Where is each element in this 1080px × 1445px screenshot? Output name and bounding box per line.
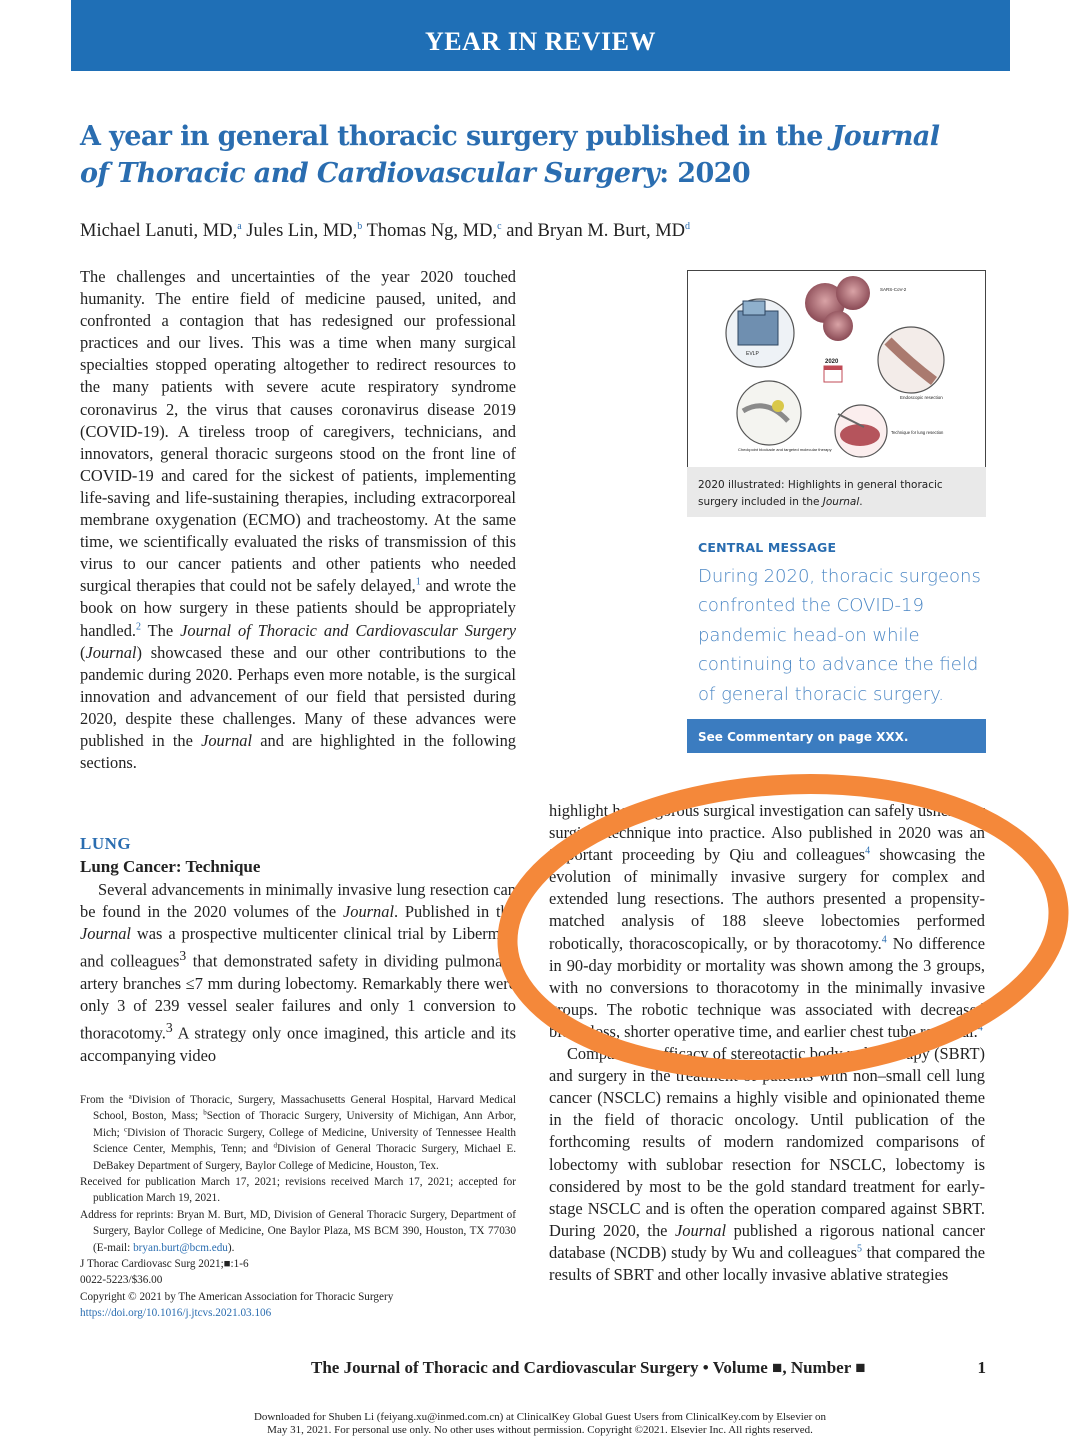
copyright-line: Copyright © 2021 by The American Association for Thoracic Surgery <box>80 1290 394 1303</box>
lung-paragraph: Several advancements in minimally invasive lung resection can be found in the 2020 volumes of the Journal. Published in the Journal was a prospective multicenter clinical trial by Liberman and colleagues$^3$ that demonstrated safety in dividing pulmonary artery branches ≤7 mm during lobectomy. Remarkably there were only 3 of 239 vessel sealer failures and only 1 conversion to thoracotomy.$^3$ A strategy only once imagined, this article and its accompanying video <box>80 880 517 1065</box>
central-message-text: During 2020, thoracic surgeons confronted the COVID-19 pandemic head-on while continuing to advance the field of general thoracic surgery. <box>698 566 981 705</box>
section-heading-lung: LUNG <box>80 834 132 853</box>
download-notice <box>150 1411 930 1436</box>
intro-paragraph: The challenges and uncertainties of the year 2020 touched humanity. The entire field of medicine paused, united, and confronted a contagion that has redesigned our professional practices and our lives. This was a time when many surgical specialties stopped operating altogether to redirect resources to the many patients with severe acute respiratory syndrome coronavirus 2, the virus that causes coronavirus disease 2019 (COVID-19). A tireless troop of caregivers, technicians, and innovators, general thoracic surgeons stood on the front line of COVID-19 and cared for the sickest of patients, implementing life-saving and life-sustaining therapies, including extracorporeal membrane oxygenation (ECMO) and tracheostomy. At the same time, we scientifically evaluated the risks of transmission of this virus to our cancer patients and other patients who needed surgical therapies that could not be safely delayed,$^1$ and wrote the book on how surgery in these patients should be appropriately handled.$^2$ The Journal of Thoracic and Cardiovascular Surgery (Journal) showcased these and our other contributions to the pandemic during 2020. Perhaps even more notable, is the surgical innovation and advancement of our field that persisted during 2020, despite these challenges. Many of these advances were published in the Journal and are highlighted in the following sections. <box>80 267 516 773</box>
see-commentary-link[interactable]: See Commentary on page XXX. <box>687 719 986 753</box>
figure-illustration <box>688 271 985 467</box>
virus-icon <box>823 311 853 341</box>
label-evlp: EVLP <box>746 351 759 357</box>
evlp-lid <box>743 301 765 315</box>
citation-link[interactable]: 4 <box>977 1022 983 1034</box>
download-notice-line1: Downloaded for Shuben Li (feiyang.xu@inmed.com.cn) at ClinicalKey Global Guest Users from ClinicalKey.com by Elsevier on <box>253 1411 827 1423</box>
figure-caption: 2020 illustrated: Highlights in general thoracic surgery included in the Journal. <box>687 467 986 517</box>
checkpoint-circle <box>737 381 801 445</box>
graphical-abstract-figure <box>687 270 986 468</box>
evlp-device <box>738 311 778 345</box>
citation-link[interactable]: 3 <box>179 948 187 964</box>
citation-link[interactable]: 4 <box>865 845 871 857</box>
article-title: A year in general thoracic surgery published in the Journal of Thoracic and Cardiovascular Surgery: 2020 <box>80 121 940 189</box>
label-year: 2020 <box>825 359 839 365</box>
page-number: 1 <box>977 1358 986 1377</box>
journal-citation: J Thorac Cardiovasc Surg 2021;■:1-6 <box>80 1258 249 1271</box>
label-sars: SARS-CoV-2 <box>880 287 907 292</box>
label-checkpoint: Checkpoint blockade and targeted molecular therapy <box>738 447 832 452</box>
citation-link[interactable]: 4 <box>881 934 887 946</box>
download-notice-line2: May 31, 2021. For personal use only. No other uses without permission. Copyright ©2021. Elsevier Inc. All rights reserved. <box>267 1423 813 1436</box>
citation-link[interactable]: 1 <box>415 576 421 588</box>
lung-tissue <box>840 424 880 446</box>
calendar-header <box>824 366 842 370</box>
running-footer <box>311 1358 986 1378</box>
citation-link[interactable]: 3 <box>165 1020 173 1036</box>
author-list: Michael Lanuti, MD,$^a$ Jules Lin, MD,$^b$ Thomas Ng, MD,$^c$ and Bryan M. Burt, $MD^d$ <box>80 220 691 241</box>
journal-footer-title: The Journal of Thoracic and Cardiovascular Surgery • Volume ■, Number ■ <box>311 1358 866 1377</box>
email-link[interactable]: bryan.burt@bcm.edu <box>133 1241 228 1254</box>
label-endoscopic: Endoscopic resection <box>900 395 943 400</box>
citation-link[interactable]: 2 <box>135 621 141 633</box>
central-message-label: CENTRAL MESSAGE <box>698 540 837 555</box>
issn: 0022-5223/$36.00 <box>80 1274 163 1287</box>
subsection-heading: Lung Cancer: Technique <box>80 857 261 876</box>
virus-icon <box>836 276 870 310</box>
label-technique: Technique for lung resection <box>891 430 944 435</box>
doi-link[interactable]: https://doi.org/10.1016/j.jtcvs.2021.03.106 <box>80 1307 272 1320</box>
citation-link[interactable]: 5 <box>856 1243 862 1255</box>
molecule-icon <box>772 400 784 412</box>
section-banner: YEAR IN REVIEW <box>71 0 1010 71</box>
received-dates: Received for publication March 17, 2021; revisions received March 17, 2021; accepted for publication March 19, 2021. <box>80 1176 516 1205</box>
affiliations-footnote: From the $^a$Division of Thoracic, Surgery, Massachusetts General Hospital, Harvard Medical School, Boston, Mass; $^b$Section of Thoracic Surgery, University of Michigan, Ann Arbor, Mich; $^c$Division of Thoracic Surgery, College of Medicine, University of Tennessee Health Science Center, Memphis, Tenn; and $^d$Division of General Thoracic Surgery, Michael E. DeBakey Department of Surgery, Baylor College of Medicine, Houston, Tex. Received for publication March 17, 2021; revisions received March 17, 2021; accepted for publication March 19, 2021. Address for reprints: Bryan M. Burt, MD, Division of General Thoracic Surgery, Department of Surgery, Baylor College of Medicine, One Baylor Plaza, MS BCM 390, Houston, TX 77030 (E-mail: bryan.burt@bcm.edu). J Thorac Cardiovasc Surg 2021;■:1-6 0022-5223/$36.00 Copyright © 2021 by The American Association for Thoracic Surgery https://doi.org/10.1016/j.jtcvs.2021.03.106 <box>80 1092 516 1322</box>
right-column-text: highlight how rigorous surgical investigation can safely usher new surgical technique into practice. Also published in 2020 was an important proceeding by Qiu and colleagues$^4$ showcasing the evolution of minimally invasive surgery for complex and extended lung resections. The authors presented a propensity-matched analysis of 188 sleeve lobectomies performed robotically, thoracoscopically, or by thoracotomy.$^4$ No difference in 90-day morbidity or mortality was shown among the 3 groups, with no conversions to thoracotomy in the minimally invasive groups. The robotic technique was associated with decreased blood loss, shorter operative time, and earlier chest tube removal.$^4$ Comparative efficacy of stereotactic body radiotherapy (SBRT) and surgery in the treatment of patients with non–small cell lung cancer (NSCLC) remains a highly visible and opinionated theme in the field of thoracic oncology. Until publication of the forthcoming results of modern randomized comparisons of lobectomy with sublobar resection for NSCLC, lobectomy is considered by most to be the gold standard treatment for early-stage NSCLC and is often the operation compared against SBRT. During 2020, the Journal published a rigorous national cancer database (NCDB) study by Wu and colleagues$^5$ that compared the results of SBRT and other locally invasive ablative strategies <box>549 801 985 1284</box>
